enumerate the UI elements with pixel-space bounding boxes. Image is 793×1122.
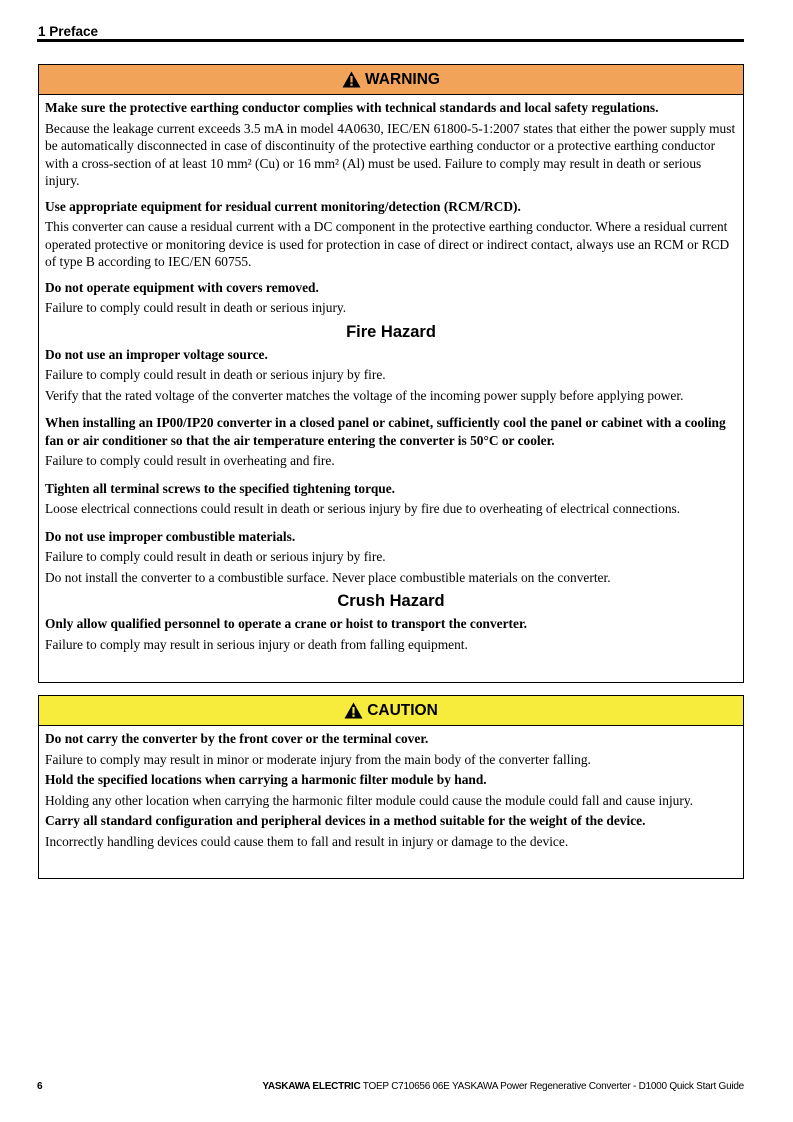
- warning-triangle-icon: [342, 71, 361, 88]
- warning-heading-3: Do not operate equipment with covers removed.: [45, 279, 319, 295]
- fire-text-3: Loose electrical connections could result in death or serious injury by fire due to overheating of electrical connections.: [45, 501, 681, 516]
- caution-box: [38, 695, 744, 879]
- warning-box: [38, 64, 744, 683]
- fire-heading-4: Do not use improper combustible materials.: [45, 528, 296, 544]
- caution-heading-2: Hold the specified locations when carrying a harmonic filter module by hand.: [45, 772, 487, 787]
- warning-heading-1: Make sure the protective earthing conductor complies with technical standards and local safety regulations.: [45, 100, 659, 115]
- fire-text-4b: Do not install the converter to a combustible surface. Never place combustible materials on the converter.: [45, 569, 611, 585]
- fire-text-4a: Failure to comply could result in death or serious injury by fire.: [45, 549, 386, 564]
- crush-heading-1: Only allow qualified personnel to operate a crane or hoist to transport the converter.: [45, 616, 528, 631]
- warning-text-1: Because the leakage current exceeds 3.5 mA in model 4A0630, IEC/EN 61800-5-1:2007 states that either the power supply must be automatically disconnected in case of discontinuity of the protective earthing conductor or a protective earthing conductor with a cross-section of at least 10 mm² (Cu) or 16 mm² (Al) must be used. Failure to comply may result in death or serious injury.: [45, 120, 736, 188]
- fire-heading-2: When installing an IP00/IP20 converter in a closed panel or cabinet, sufficiently cool the panel or cabinet with a cooling fan or air conditioner so that the air temperature entering the converter is 50°C or cooler.: [45, 415, 726, 448]
- caution-text-1: Failure to comply may result in minor or moderate injury from the main body of the converter falling.: [45, 751, 591, 767]
- caution-header: [39, 696, 743, 726]
- warning-header: [39, 65, 743, 95]
- section-title: 1 Preface: [38, 24, 99, 39]
- page-number: 6: [37, 1081, 43, 1092]
- caution-text-2: Holding any other location when carrying the harmonic filter module could cause the module could fall and cause injury.: [45, 792, 694, 808]
- warning-triangle-icon: [344, 702, 363, 719]
- fire-text-2: Failure to comply could result in overheating and fire.: [45, 453, 335, 468]
- fire-heading-3: Tighten all terminal screws to the specified tightening torque.: [45, 480, 395, 496]
- fire-hazard-title: Fire Hazard: [346, 322, 436, 341]
- caution-heading-3: Carry all standard configuration and peripheral devices in a method suitable for the weight of the device.: [45, 813, 646, 828]
- caution-title: CAUTION: [367, 701, 438, 719]
- footer-doc-title: TOEP C710656 06E YASKAWA Power Regenerative Converter - D1000 Quick Start Guide: [362, 1081, 744, 1092]
- warning-text-3: Failure to comply could result in death or serious injury.: [45, 300, 347, 315]
- warning-heading-2: Use appropriate equipment for residual current monitoring/detection (RCM/RCD).: [45, 198, 521, 214]
- caution-content: [39, 730, 743, 850]
- fire-text-1b: Verify that the rated voltage of the converter matches the voltage of the incoming power supply before applying power.: [45, 387, 684, 403]
- footer-doc-info: [262, 1080, 744, 1093]
- fire-heading-1: Do not use an improper voltage source.: [45, 346, 268, 362]
- page-header: [37, 24, 744, 42]
- warning-title: WARNING: [365, 70, 440, 88]
- fire-text-1a: Failure to comply could result in death or serious injury by fire.: [45, 367, 386, 382]
- caution-heading-1: Do not carry the converter by the front cover or the terminal cover.: [45, 731, 429, 746]
- crush-hazard-title: Crush Hazard: [337, 592, 445, 610]
- warning-text-2: This converter can cause a residual current with a DC component in the protective earthing conductor. Where a residual current operated protective or monitoring device is used for protection in case of direct or indirect contact, always use an RCM or RCD of type B according to IEC/EN 60755.: [45, 219, 730, 269]
- footer-brand: YASKAWA ELECTRIC: [262, 1081, 361, 1092]
- warning-content: [39, 99, 743, 653]
- caution-text-3: Incorrectly handling devices could cause them to fall and result in injury or damage to the device.: [45, 833, 569, 849]
- crush-text-1: Failure to comply may result in serious injury or death from falling equipment.: [45, 636, 468, 652]
